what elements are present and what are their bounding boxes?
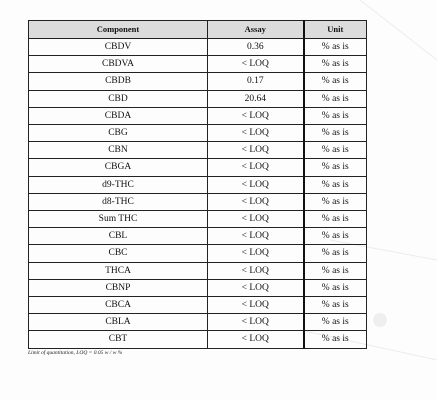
cell-component: CBC (29, 245, 208, 262)
table-row (29, 297, 367, 314)
cell-assay: < LOQ (208, 56, 304, 73)
cell-assay: 20.64 (208, 90, 304, 107)
cell-assay: < LOQ (208, 331, 304, 348)
cell-assay: < LOQ (208, 176, 304, 193)
table-row (29, 56, 367, 73)
cell-component: CBL (29, 228, 208, 245)
cell-assay: 0.36 (208, 39, 304, 56)
cell-assay: < LOQ (208, 125, 304, 142)
column-header-assay: Assay (208, 21, 304, 39)
cell-unit: % as is (304, 331, 367, 348)
cell-assay: < LOQ (208, 142, 304, 159)
cell-unit: % as is (304, 228, 367, 245)
table-row (29, 176, 367, 193)
cell-component: d8-THC (29, 193, 208, 210)
table-row (29, 193, 367, 210)
cell-assay: < LOQ (208, 245, 304, 262)
table-row (29, 262, 367, 279)
table-body (29, 39, 367, 349)
table-row (29, 73, 367, 90)
cell-assay: < LOQ (208, 159, 304, 176)
cell-component: THCA (29, 262, 208, 279)
cell-unit: % as is (304, 56, 367, 73)
table-row (29, 90, 367, 107)
cell-assay: < LOQ (208, 193, 304, 210)
cell-component: CBLA (29, 314, 208, 331)
cell-assay: 0.17 (208, 73, 304, 90)
table-row (29, 245, 367, 262)
table-row (29, 142, 367, 159)
cell-component: CBGA (29, 159, 208, 176)
cell-component: CBDV (29, 39, 208, 56)
table-header-row (29, 21, 367, 39)
column-header-component: Component (29, 21, 208, 39)
cell-unit: % as is (304, 314, 367, 331)
table-row (29, 314, 367, 331)
column-header-unit: Unit (304, 21, 367, 39)
cell-unit: % as is (304, 107, 367, 124)
cell-unit: % as is (304, 125, 367, 142)
loq-footnote: Limit of quantitation, LOQ = 0.05 w / w % (28, 349, 123, 356)
cell-component: CBD (29, 90, 208, 107)
cell-unit: % as is (304, 262, 367, 279)
cell-component: CBT (29, 331, 208, 348)
cell-unit: % as is (304, 73, 367, 90)
cell-unit: % as is (304, 211, 367, 228)
cell-assay: < LOQ (208, 228, 304, 245)
cell-unit: % as is (304, 90, 367, 107)
table-row (29, 107, 367, 124)
cell-unit: % as is (304, 142, 367, 159)
cell-unit: % as is (304, 176, 367, 193)
cell-unit: % as is (304, 245, 367, 262)
table-row (29, 159, 367, 176)
table-row (29, 228, 367, 245)
table-row (29, 331, 367, 348)
cell-unit: % as is (304, 193, 367, 210)
cell-unit: % as is (304, 159, 367, 176)
cell-component: CBDA (29, 107, 208, 124)
cell-component: CBCA (29, 297, 208, 314)
cell-assay: < LOQ (208, 211, 304, 228)
cell-unit: % as is (304, 39, 367, 56)
cell-unit: % as is (304, 297, 367, 314)
cell-component: d9-THC (29, 176, 208, 193)
assay-report (28, 20, 366, 356)
table-row (29, 211, 367, 228)
table-row (29, 279, 367, 296)
cell-component: Sum THC (29, 211, 208, 228)
cell-component: CBN (29, 142, 208, 159)
cell-assay: < LOQ (208, 107, 304, 124)
cell-assay: < LOQ (208, 297, 304, 314)
cell-component: CBG (29, 125, 208, 142)
cell-component: CBDVA (29, 56, 208, 73)
cell-component: CBNP (29, 279, 208, 296)
assay-table (28, 20, 367, 349)
cell-unit: % as is (304, 279, 367, 296)
table-row (29, 125, 367, 142)
cell-component: CBDB (29, 73, 208, 90)
cell-assay: < LOQ (208, 314, 304, 331)
table-row (29, 39, 367, 56)
cell-assay: < LOQ (208, 262, 304, 279)
cell-assay: < LOQ (208, 279, 304, 296)
